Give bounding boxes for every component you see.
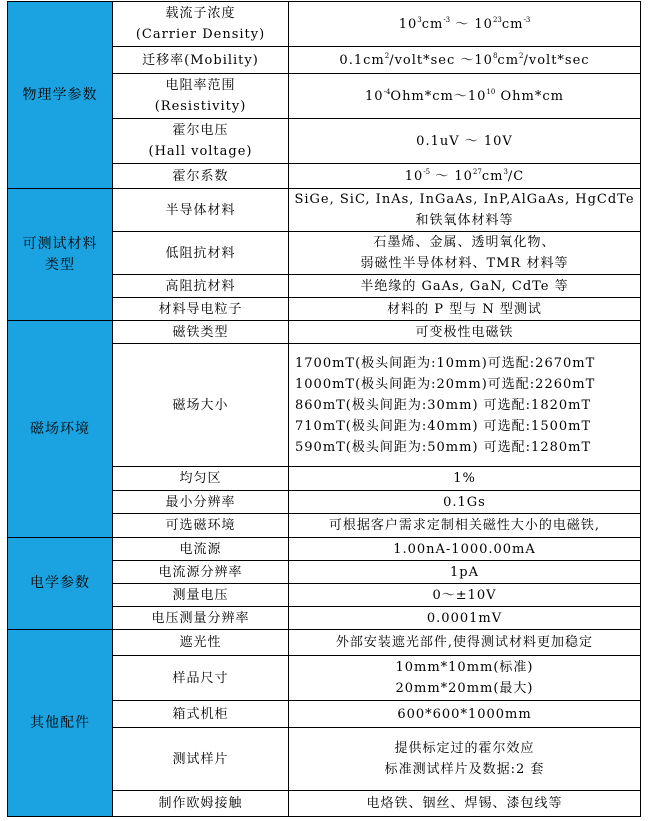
category-cell: 其他配件 bbox=[8, 630, 113, 817]
param-cell: 磁场大小 bbox=[113, 344, 289, 467]
param-cell: 霍尔电压 (Hall voltage) bbox=[113, 119, 289, 164]
table-row bbox=[8, 189, 641, 232]
value-cell: 提供标定过的霍尔效应 标准测试样片及数据:2 套 bbox=[289, 728, 641, 791]
value-cell: 0.1uV ～ 10V bbox=[289, 119, 641, 164]
value-cell: 1pA bbox=[289, 561, 641, 584]
param-cell: 样品尺寸 bbox=[113, 656, 289, 701]
param-cell: 半导体材料 bbox=[113, 189, 289, 232]
param-cell: 材料导电粒子 bbox=[113, 298, 289, 321]
value-cell: 可根据客户需求定制相关磁性大小的电磁铁, bbox=[289, 514, 641, 538]
category-cell: 电学参数 bbox=[8, 538, 113, 630]
param-cell: 霍尔系数 bbox=[113, 164, 289, 189]
value-cell: 可变极性电磁铁 bbox=[289, 321, 641, 344]
value-cell: 1.00nA-1000.00mA bbox=[289, 538, 641, 561]
param-cell: 电流源分辨率 bbox=[113, 561, 289, 584]
table-row bbox=[8, 321, 641, 344]
table-row bbox=[8, 538, 641, 561]
value-cell: 外部安装遮光部件,使得测试材料更加稳定 bbox=[289, 630, 641, 656]
value-cell: $10^{-5}$ ～ $10^{27}cm^3/C$ bbox=[289, 164, 641, 189]
value-cell: 电烙铁、铟丝、焊锡、漆包线等 bbox=[289, 791, 641, 817]
value-cell: 半绝缘的 GaAs, GaN, CdTe 等 bbox=[289, 275, 641, 298]
category-cell: 物理学参数 bbox=[8, 2, 113, 189]
value-cell: $10^{-4}Ohm*cm\sim 10^{10}$ Ohm*cm bbox=[289, 74, 641, 119]
param-cell: 最小分辨率 bbox=[113, 491, 289, 514]
value-cell: 0～±10V bbox=[289, 584, 641, 607]
spec-table bbox=[7, 1, 641, 817]
param-cell: 均匀区 bbox=[113, 467, 289, 491]
param-cell: 迁移率(Mobility) bbox=[113, 47, 289, 74]
value-cell: 0.1Gs bbox=[289, 491, 641, 514]
value-cell: 石墨烯、金属、透明氧化物、 弱磁性半导体材料、TMR 材料等 bbox=[289, 232, 641, 275]
value-cell: $10^3cm^{-3}$ ～ $10^{23}cm^{-3}$ bbox=[289, 2, 641, 47]
value-cell: 材料的 P 型与 N 型测试 bbox=[289, 298, 641, 321]
value-cell: 0.0001mV bbox=[289, 607, 641, 630]
value-cell: SiGe, SiC, InAs, InGaAs, InP,AlGaAs, HgCdTe 和铁氧体材料等 bbox=[289, 189, 641, 232]
value-cell: 1700mT(极头间距为:10mm)可选配:2670mT 1000mT(极头间距为:20mm)可选配:2260mT 860mT(极头间距为:30mm) 可选配:1820mT 710mT(极头间距为:40mm) 可选配:1500mT 590mT(极头间距为:50mm) 可选配:1280mT bbox=[289, 344, 641, 467]
spec-table-container bbox=[7, 1, 641, 817]
param-cell: 箱式机柜 bbox=[113, 701, 289, 728]
param-cell: 测试样片 bbox=[113, 728, 289, 791]
value-cell: 1% bbox=[289, 467, 641, 491]
param-cell: 电阻率范围 (Resistivity) bbox=[113, 74, 289, 119]
value-cell: 600*600*1000mm bbox=[289, 701, 641, 728]
category-cell: 磁场环境 bbox=[8, 321, 113, 538]
value-cell: 10mm*10mm(标准) 20mm*20mm(最大) bbox=[289, 656, 641, 701]
category-cell: 可测试材料 类型 bbox=[8, 189, 113, 321]
param-cell: 电压测量分辨率 bbox=[113, 607, 289, 630]
param-cell: 测量电压 bbox=[113, 584, 289, 607]
table-row bbox=[8, 2, 641, 47]
param-cell: 可选磁环境 bbox=[113, 514, 289, 538]
param-cell: 载流子浓度 (Carrier Density) bbox=[113, 2, 289, 47]
value-cell: $0.1cm^2/volt*\sec$ $\sim 10^8cm^2/volt*\sec$ bbox=[289, 47, 641, 74]
param-cell: 电流源 bbox=[113, 538, 289, 561]
param-cell: 低阻抗材料 bbox=[113, 232, 289, 275]
param-cell: 制作欧姆接触 bbox=[113, 791, 289, 817]
param-cell: 高阻抗材料 bbox=[113, 275, 289, 298]
param-cell: 磁铁类型 bbox=[113, 321, 289, 344]
table-row bbox=[8, 630, 641, 656]
param-cell: 遮光性 bbox=[113, 630, 289, 656]
